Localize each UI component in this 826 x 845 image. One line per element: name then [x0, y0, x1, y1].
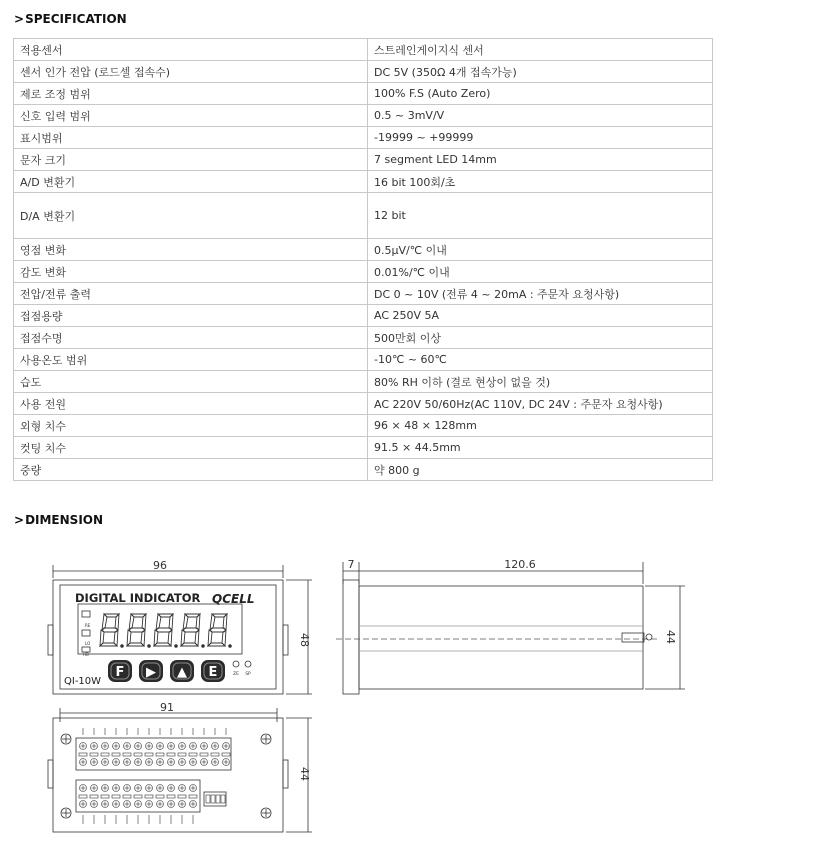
side-view-drawing	[336, 562, 685, 694]
spec-label: 접점용량	[14, 305, 368, 327]
spec-label: 적용센서	[14, 39, 368, 61]
rear-height-label: 44	[298, 767, 311, 781]
front-button-label: F	[115, 665, 125, 680]
brand-logo: QCELL	[212, 592, 255, 606]
spec-value: 0.5 ~ 3mV/V	[368, 105, 713, 127]
spec-value: 500만회 이상	[368, 327, 713, 349]
front-button-3	[201, 660, 225, 682]
side-label-2: LO	[85, 641, 91, 646]
spec-value: -19999 ~ +99999	[368, 127, 713, 149]
side-label-3: HB	[83, 652, 89, 657]
side-label-1: RE	[85, 623, 91, 628]
model-label: QI-10W	[64, 676, 102, 687]
spec-value: 12 bit	[368, 193, 713, 239]
front-button-label: E	[208, 665, 218, 680]
panel-title: DIGITAL INDICATOR	[75, 591, 201, 605]
spec-value: -10℃ ~ 60℃	[368, 349, 713, 371]
spec-label: 습도	[14, 371, 368, 393]
dimension-section-title: >DIMENSION	[14, 513, 104, 527]
side-height-label: 44	[664, 630, 677, 644]
spec-value: 91.5 × 44.5mm	[368, 437, 713, 459]
front-button-1	[139, 660, 163, 682]
spec-label: 표시범위	[14, 127, 368, 149]
spec-label: 중량	[14, 459, 368, 481]
spec-label: 영점 변화	[14, 239, 368, 261]
spec-label: D/A 변환기	[14, 193, 368, 239]
rear-width-label: 91	[160, 701, 174, 714]
spec-value: 스트레인게이지식 센서	[368, 39, 713, 61]
side-length-label: 120.6	[504, 558, 536, 571]
spec-section-title: >SPECIFICATION	[14, 12, 127, 26]
spec-label: 신호 입력 범위	[14, 105, 368, 127]
spec-value: 약 800 g	[368, 459, 713, 481]
spec-label: 사용온도 범위	[14, 349, 368, 371]
front-button-0	[108, 660, 132, 682]
spec-label: A/D 변환기	[14, 171, 368, 193]
spec-label: 외형 치수	[14, 415, 368, 437]
spec-label: 컷팅 치수	[14, 437, 368, 459]
seven-segment-digit	[208, 614, 231, 647]
spec-label: 센서 인가 전압 (로드셀 접속수)	[14, 61, 368, 83]
spec-value: 7 segment LED 14mm	[368, 149, 713, 171]
seven-segment-digit	[100, 614, 123, 647]
spec-label: 전압/전류 출력	[14, 283, 368, 305]
indicator-label-ze: ZE	[233, 672, 239, 677]
spec-label: 감도 변화	[14, 261, 368, 283]
spec-value: 100% F.S (Auto Zero)	[368, 83, 713, 105]
spec-value: DC 5V (350Ω 4개 접속가능)	[368, 61, 713, 83]
spec-value: 16 bit 100회/초	[368, 171, 713, 193]
seven-segment-digit	[154, 614, 177, 647]
rear-terminal-blocks	[79, 728, 230, 824]
front-width-label: 96	[153, 559, 167, 572]
spec-label: 제로 조정 범위	[14, 83, 368, 105]
rear-view-drawing	[48, 708, 312, 832]
front-button-2	[170, 660, 194, 682]
spec-value: 96 × 48 × 128mm	[368, 415, 713, 437]
spec-value: DC 0 ~ 10V (전류 4 ~ 20mA : 주문자 요청사항)	[368, 283, 713, 305]
spec-value: 0.01%/℃ 이내	[368, 261, 713, 283]
spec-value: 0.5μV/℃ 이내	[368, 239, 713, 261]
seven-segment-digit	[181, 614, 204, 647]
indicator-label-sp: SP	[245, 672, 251, 677]
spec-label: 접점수명	[14, 327, 368, 349]
spec-value: AC 220V 50/60Hz(AC 110V, DC 24V : 주문자 요청사항)	[368, 393, 713, 415]
front-height-label: 48	[298, 633, 311, 647]
front-button-label: ▶	[146, 665, 156, 680]
spec-label: 문자 크기	[14, 149, 368, 171]
side-front-label: 7	[347, 558, 355, 571]
front-button-label: ▲	[177, 665, 187, 680]
spec-value: 80% RH 이하 (결로 현상이 없을 것)	[368, 371, 713, 393]
spec-value: AC 250V 5A	[368, 305, 713, 327]
spec-label: 사용 전원	[14, 393, 368, 415]
seven-segment-display	[100, 614, 231, 647]
seven-segment-digit	[127, 614, 150, 647]
